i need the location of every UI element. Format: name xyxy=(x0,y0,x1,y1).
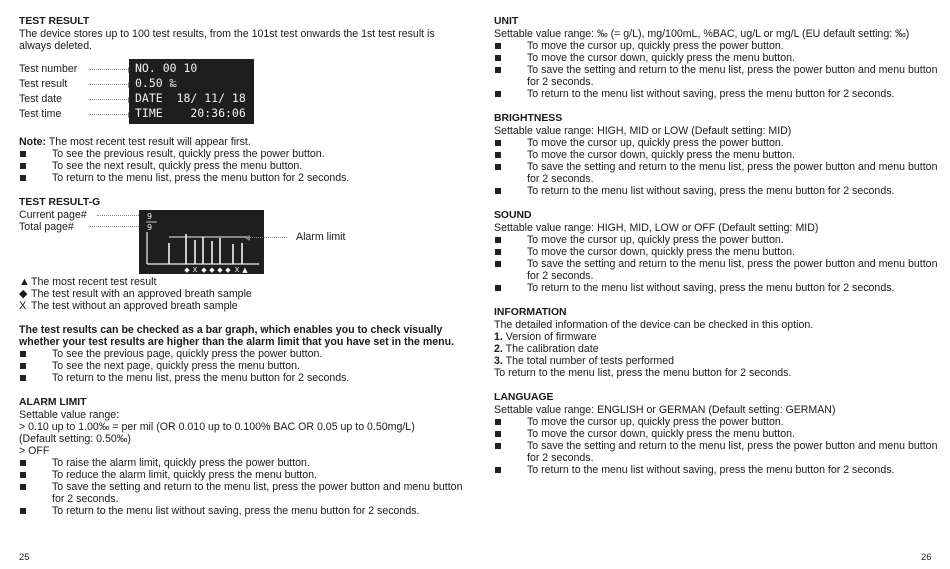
unit-bullets xyxy=(494,40,939,100)
note-paragraph xyxy=(19,136,464,148)
lcd-line-date: DATE 18/ 11/ 18 xyxy=(135,91,246,105)
label-test-number: Test number xyxy=(19,63,78,75)
result-marker: ◆ xyxy=(217,266,223,274)
item-text: Version of firmware xyxy=(502,331,597,343)
result-marker: ◆ xyxy=(201,266,207,274)
bar-graph-explanation: The test results can be checked as a bar graph, which enables you to check visually whether your test results are higher than the alarm limit that you have set in the menu. xyxy=(19,324,455,348)
left-column xyxy=(19,15,464,517)
list-item: To save the setting and return to the menu list, press the power button and menu button for 2 seconds. xyxy=(494,258,939,282)
alarm-range-line: (Default setting: 0.50‰) xyxy=(19,433,131,445)
test-result-heading: TEST RESULT xyxy=(19,16,90,27)
unit-range: Settable value range: ‰ (= g/L), mg/100mL, %BAC, ug/L or mg/L (EU default setting: ‰) xyxy=(494,28,910,40)
list-item: To return to the menu list without saving, press the menu button for 2 seconds. xyxy=(494,464,939,476)
legend-text: The test without an approved breath sample xyxy=(31,300,238,312)
list-item: To move the cursor down, quickly press the menu button. xyxy=(494,52,939,64)
result-marker: ◆ xyxy=(209,266,215,274)
lcd-line-result: 0.50 ‰ xyxy=(135,76,177,90)
lcd-test-result-figure xyxy=(19,59,464,125)
pointer-arrow xyxy=(89,114,129,115)
note-text: The most recent test result will appear first. xyxy=(46,136,251,148)
information-intro: The detailed information of the device can be checked in this option. xyxy=(494,319,814,331)
information-outro: To return to the menu list, press the menu button for 2 seconds. xyxy=(494,367,792,379)
pointer-arrow xyxy=(89,69,129,70)
lcd-line-number: NO. 00 10 xyxy=(135,61,198,75)
item-text: The calibration date xyxy=(502,343,599,355)
label-test-time: Test time xyxy=(19,108,62,120)
alarm-limit-caption: Alarm limit xyxy=(296,231,346,243)
label-total-page: Total page# xyxy=(19,221,74,233)
list-item: To return to the menu list without saving, press the menu button for 2 seconds. xyxy=(494,282,939,294)
test-result-bullets xyxy=(19,148,464,184)
label-test-date: Test date xyxy=(19,93,62,105)
language-bullets xyxy=(494,416,939,476)
brightness-range: Settable value range: HIGH, MID or LOW (Default setting: MID) xyxy=(494,125,792,137)
list-item: To move the cursor down, quickly press the menu button. xyxy=(494,149,939,161)
item-number: 2. xyxy=(494,343,503,355)
list-item: To see the next page, quickly press the menu button. xyxy=(19,360,464,372)
bar-graph-display xyxy=(139,210,264,274)
pointer-arrow xyxy=(89,84,129,85)
brightness-bullets xyxy=(494,137,939,197)
list-item: To save the setting and return to the menu list, press the power button and menu button for 2 seconds. xyxy=(494,161,939,185)
x-icon: X xyxy=(19,300,27,312)
list-item: To see the previous page, quickly press the power button. xyxy=(19,348,464,360)
test-result-g-bullets xyxy=(19,348,464,384)
list-item: To save the setting and return to the menu list, press the power button and menu button for 2 seconds. xyxy=(494,440,939,464)
alarm-limit-arrow xyxy=(249,237,287,238)
page-number-right: 26 xyxy=(921,552,932,563)
list-item: To return to the menu list without saving, press the menu button for 2 seconds. xyxy=(494,185,939,197)
page-number-left: 25 xyxy=(19,552,30,563)
language-heading: LANGUAGE xyxy=(494,392,554,403)
list-item: To return to the menu list without saving, press the menu button for 2 seconds. xyxy=(494,88,939,100)
bar-graph-svg xyxy=(139,210,264,274)
lcd-line-time: TIME 20:36:06 xyxy=(135,106,246,120)
result-marker: ◆ xyxy=(225,266,231,274)
sound-heading: SOUND xyxy=(494,210,532,221)
alarm-range-line: > OFF xyxy=(19,445,50,457)
test-result-intro: The device stores up to 100 test results, from the 101st test onwards the 1st test result is always deleted. xyxy=(19,28,435,52)
alarm-limit-heading: ALARM LIMIT xyxy=(19,397,87,408)
alarm-range-line: > 0.10 up to 1.00‰ = per mil (OR 0.010 up to 0.100% BAC OR 0.05 up to 0.50mg/L) xyxy=(19,421,415,433)
legend-recent xyxy=(19,276,464,288)
test-result-g-heading: TEST RESULT-G xyxy=(19,197,101,208)
item-text: The total number of tests performed xyxy=(502,355,674,367)
label-test-result: Test result xyxy=(19,78,68,90)
list-item: To return to the menu list, press the menu button for 2 seconds. xyxy=(19,372,464,384)
note-label: Note: xyxy=(19,136,47,148)
list-item: To save the setting and return to the menu list, press the power button and menu button for 2 seconds. xyxy=(19,481,464,505)
list-item: To move the cursor up, quickly press the power button. xyxy=(494,40,939,52)
pointer-arrow xyxy=(89,99,129,100)
information-item xyxy=(494,343,939,355)
result-marker: X xyxy=(192,266,198,274)
information-item xyxy=(494,355,939,367)
right-column xyxy=(494,15,939,476)
unit-heading: UNIT xyxy=(494,16,519,27)
brightness-heading: BRIGHTNESS xyxy=(494,113,563,124)
bar-graph-figure xyxy=(19,210,464,276)
diamond-icon: ◆ xyxy=(19,288,28,300)
legend-text: The most recent test result xyxy=(31,276,157,288)
alarm-range-line: Settable value range: xyxy=(19,409,120,421)
list-item: To move the cursor down, quickly press the menu button. xyxy=(494,428,939,440)
list-item: To see the next result, quickly press the menu button. xyxy=(19,160,464,172)
legend-approved xyxy=(19,288,464,300)
list-item: To return to the menu list, press the menu button for 2 seconds. xyxy=(19,172,464,184)
pointer-arrow xyxy=(97,215,141,216)
list-item: To raise the alarm limit, quickly press the power button. xyxy=(19,457,464,469)
language-range: Settable value range: ENGLISH or GERMAN (Default setting: GERMAN) xyxy=(494,404,836,416)
item-number: 1. xyxy=(494,331,503,343)
legend-unapproved xyxy=(19,300,464,312)
list-item: To move the cursor up, quickly press the power button. xyxy=(494,416,939,428)
item-number: 3. xyxy=(494,355,503,367)
result-marker: ◆ xyxy=(184,266,190,274)
sound-range: Settable value range: HIGH, MID, LOW or OFF (Default setting: MID) xyxy=(494,222,819,234)
list-item: To return to the menu list without saving, press the menu button for 2 seconds. xyxy=(19,505,464,517)
list-item: To move the cursor down, quickly press the menu button. xyxy=(494,246,939,258)
information-item xyxy=(494,331,939,343)
list-item: To move the cursor up, quickly press the power button. xyxy=(494,234,939,246)
result-marker: ▲ xyxy=(242,266,248,274)
alarm-limit-bullets xyxy=(19,457,464,517)
total-page-number: 9 xyxy=(147,223,153,232)
current-page-number: 9 xyxy=(147,212,153,221)
list-item: To save the setting and return to the menu list, press the power button and menu button for 2 seconds. xyxy=(494,64,939,88)
list-item: To see the previous result, quickly press the power button. xyxy=(19,148,464,160)
triangle-icon: ▲ xyxy=(19,276,30,288)
result-marker: X xyxy=(234,266,240,274)
legend-text: The test result with an approved breath sample xyxy=(31,288,252,300)
sound-bullets xyxy=(494,234,939,294)
label-current-page: Current page# xyxy=(19,209,87,221)
lcd-display xyxy=(129,59,254,124)
information-heading: INFORMATION xyxy=(494,307,567,318)
pointer-arrow xyxy=(89,226,141,227)
list-item: To move the cursor up, quickly press the power button. xyxy=(494,137,939,149)
list-item: To reduce the alarm limit, quickly press the menu button. xyxy=(19,469,464,481)
